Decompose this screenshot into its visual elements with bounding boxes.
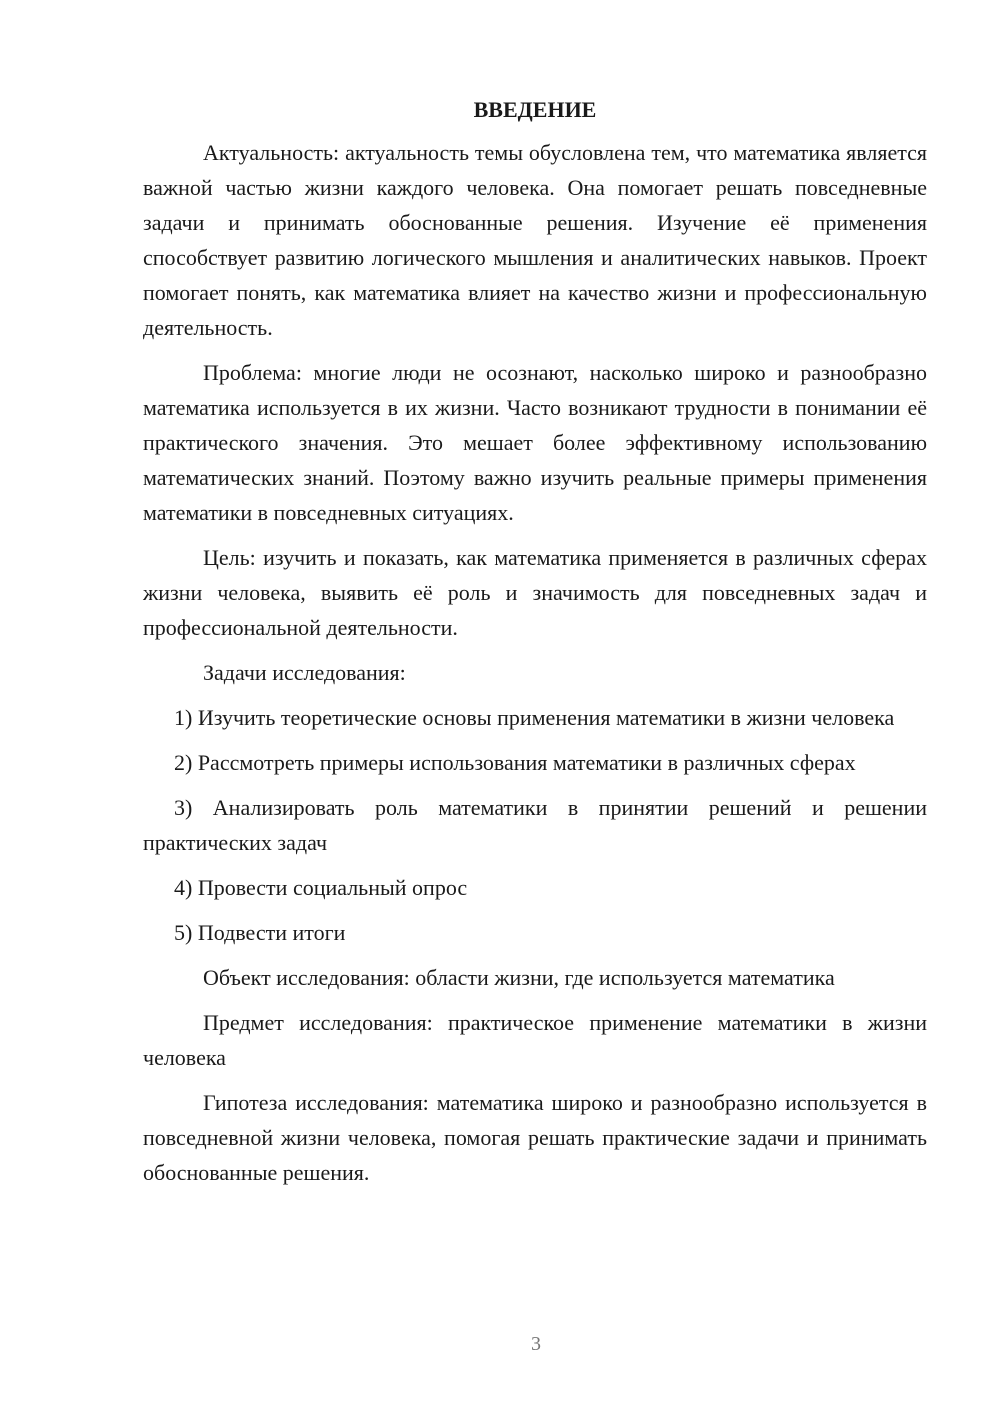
research-subject: Предмет исследования: практическое применение математики в жизни человека bbox=[143, 1010, 927, 1070]
relevance-paragraph: Актуальность: актуальность темы обусловлена тем, что математика является важной частью жизни каждого человека. Она помогает решать повседневные задачи и принимать обоснованные решения. Изучение её применения способствует развитию логического мышления и аналитических навыков. Проект помогает понять, как математика влияет на качество жизни и профессиональную деятельность. bbox=[143, 140, 927, 340]
page-title: ВВЕДЕНИЕ bbox=[473, 97, 597, 122]
page-content bbox=[143, 95, 927, 1200]
research-object: Объект исследования: области жизни, где используется математика bbox=[203, 965, 835, 990]
goal-paragraph: Цель: изучить и показать, как математика применяется в различных сферах жизни человека, выявить её роль и значимость для повседневных задач и профессиональной деятельности. bbox=[143, 545, 927, 640]
task-item-1: 1) Изучить теоретические основы применения математики в жизни человека bbox=[174, 705, 895, 730]
problem-paragraph: Проблема: многие люди не осознают, насколько широко и разнообразно математика используется в их жизни. Часто возникают трудности в понимании её практического значения. Это мешает более эффективному использованию математических знаний. Поэтому важно изучить реальные примеры применения математики в повседневных ситуациях. bbox=[143, 360, 927, 525]
page-number: 3 bbox=[531, 1333, 541, 1355]
tasks-heading: Задачи исследования: bbox=[203, 660, 406, 685]
task-item-4: 4) Провести социальный опрос bbox=[174, 875, 468, 900]
task-item-5: 5) Подвести итоги bbox=[174, 920, 346, 945]
research-hypothesis: Гипотеза исследования: математика широко и разнообразно используется в повседневной жизни человека, помогая решать практические задачи и принимать обоснованные решения. bbox=[143, 1090, 927, 1185]
task-item-3: 3) Анализировать роль математики в принятии решений и решении практических задач bbox=[143, 795, 927, 855]
task-item-2: 2) Рассмотреть примеры использования математики в различных сферах bbox=[174, 750, 856, 775]
